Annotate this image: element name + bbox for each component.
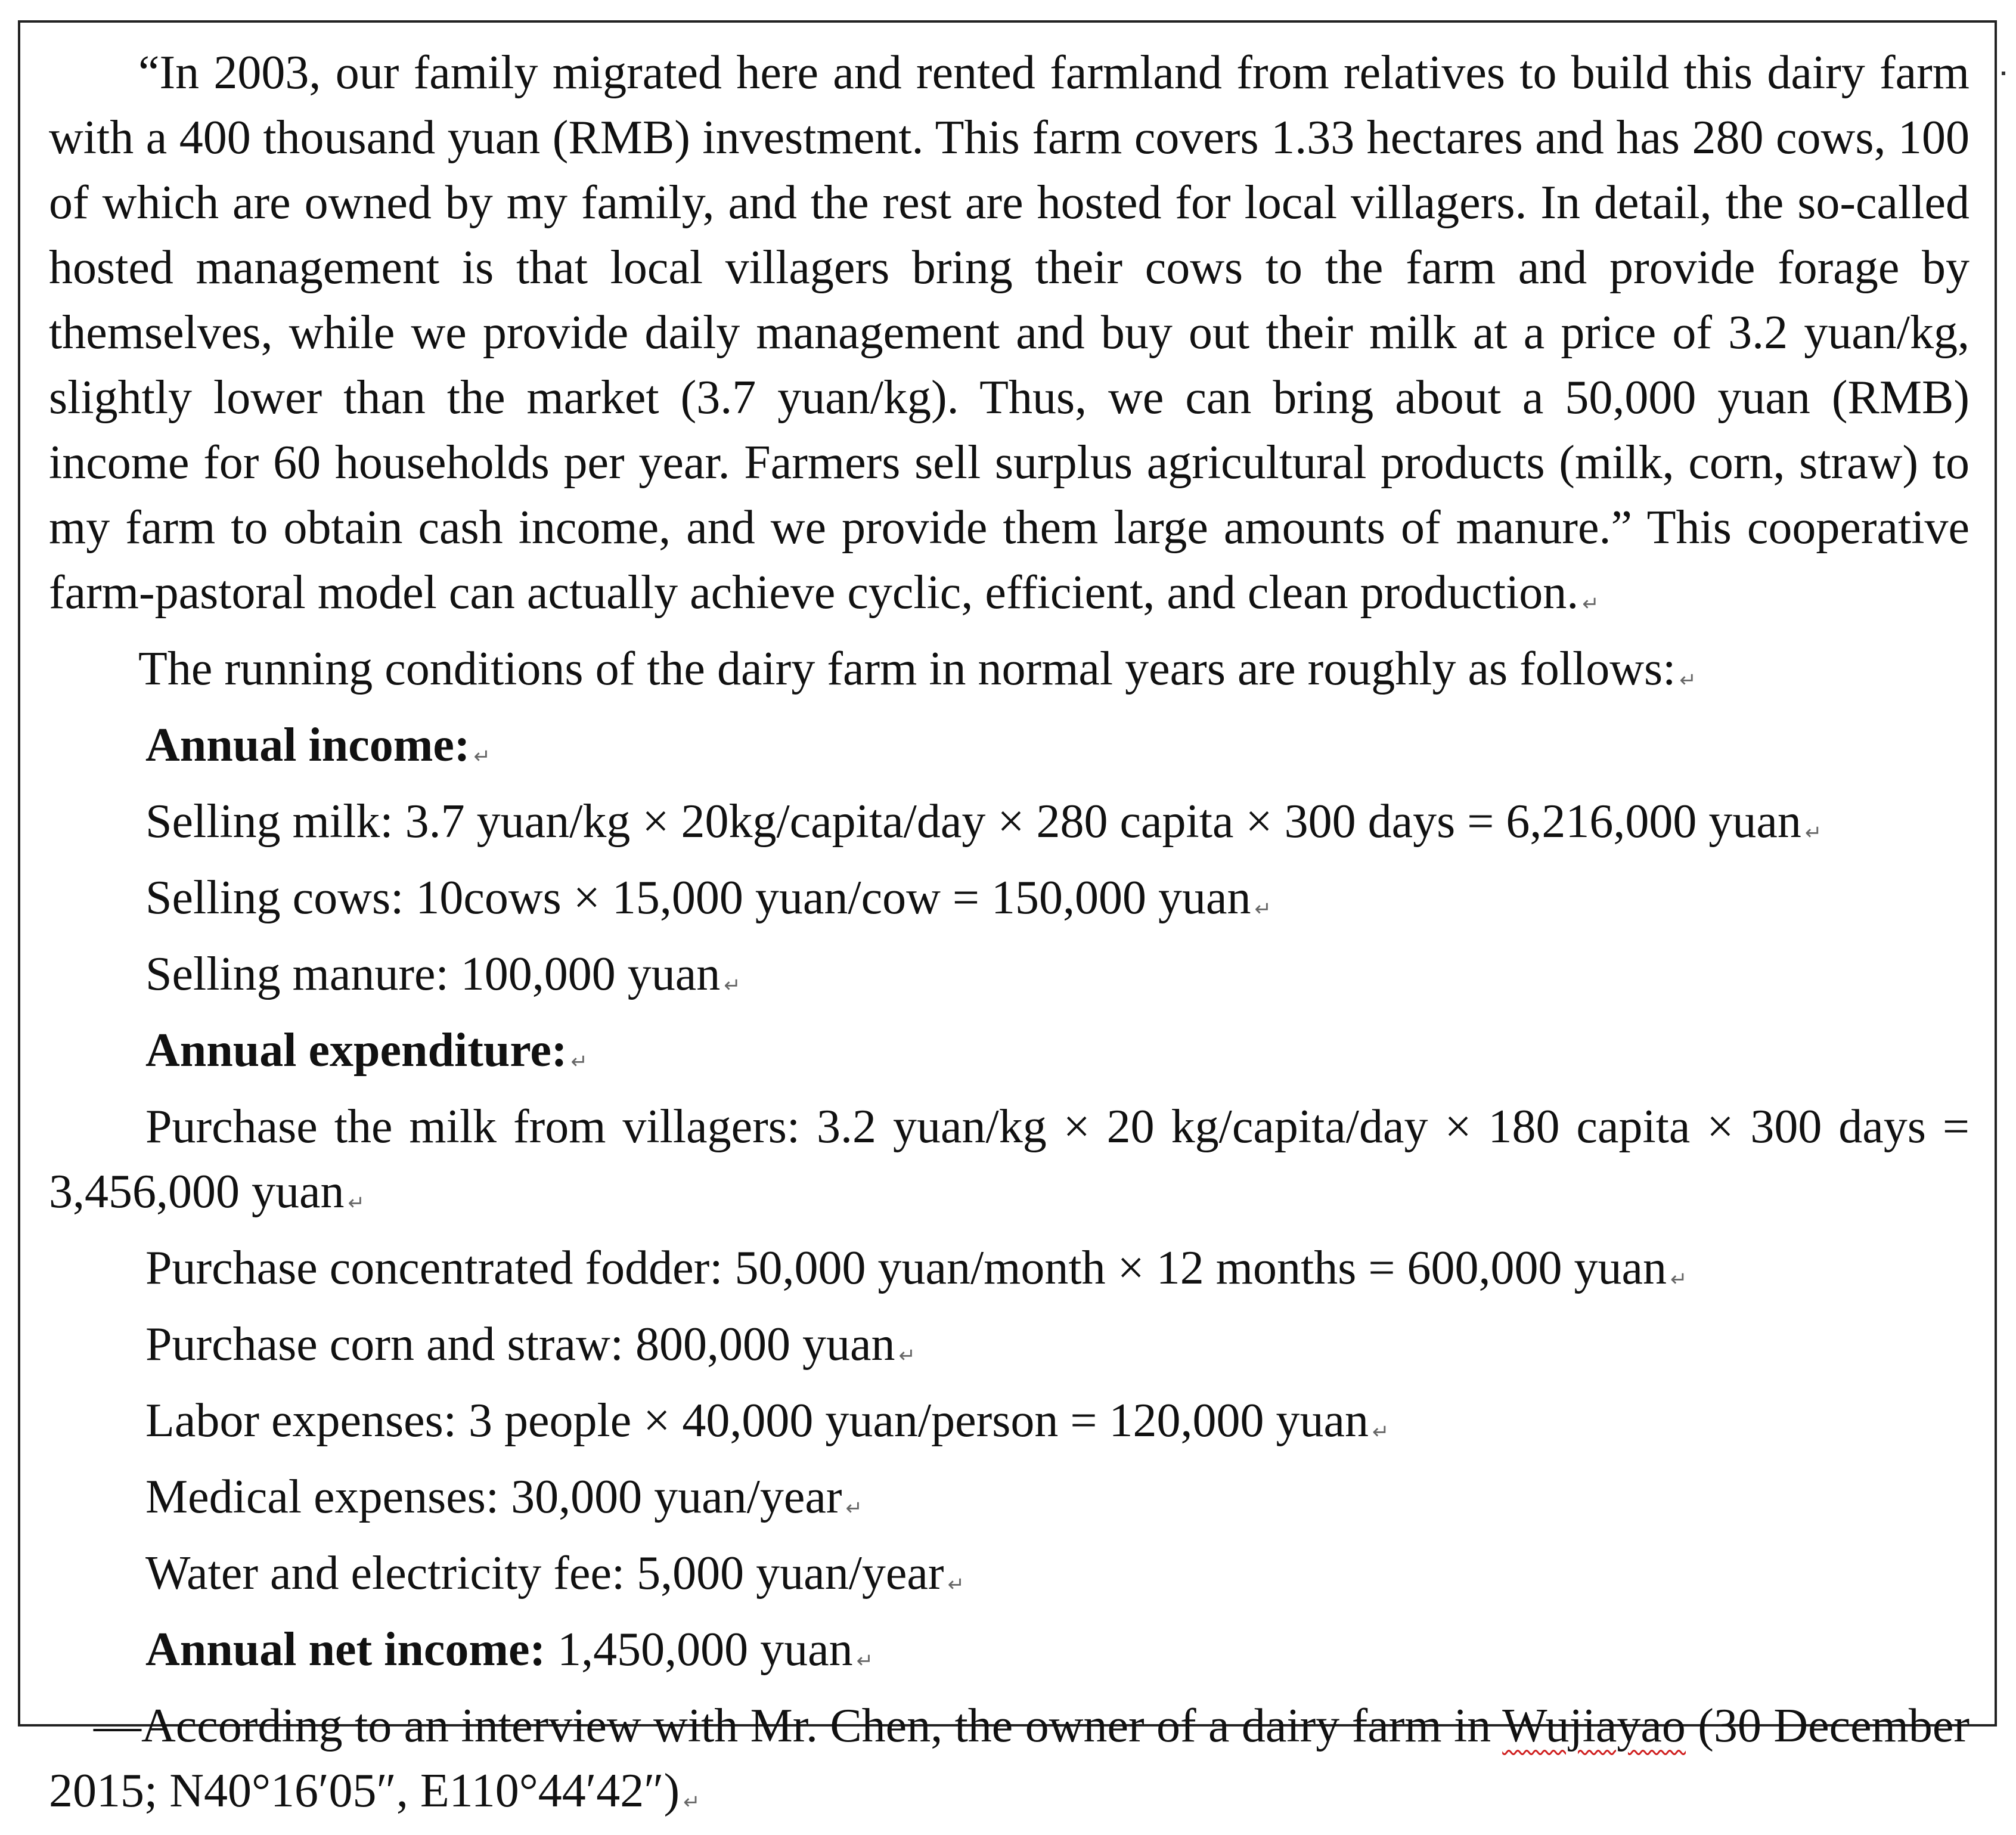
expenditure-milk-purchase-text: Purchase the milk from villagers: 3.2 yuan/kg × 20 kg/capita/day × 180 capita × 300 days = 3,456,000 yuan [49, 1101, 1970, 1218]
paragraph-mark: ↵ [473, 745, 491, 768]
net-income-line [49, 1617, 1970, 1694]
source-attribution [49, 1694, 1970, 1835]
paragraph-mark: ↵ [1679, 668, 1696, 692]
paragraph-mark: ↵ [348, 1191, 365, 1215]
expenditure-item-text: Purchase corn and straw: 800,000 yuan [145, 1318, 895, 1371]
quote-text: “In 2003, our family migrated here and rented farmland from relatives to build this dairy farm with a 400 thousand yuan (RMB) investment. This farm covers 1.33 hectares and has 280 cows, 100 of which are owned by my family, and the rest are hosted for local villagers. In detail, the so-called hosted management is that local villagers bring their cows to the farm and provide forage by themselves, while we provide daily management and buy out their milk at a price of 3.2 yuan/kg, slightly lower than the market (3.7 yuan/kg). Thus, we can bring about a 50,000 yuan (RMB) income for 60 households per year. Farmers sell surplus agricultural products (milk, corn, straw) to my farm to obtain cash income, and we provide them large amounts of manure.” This cooperative farm-pastoral model can actually achieve cyclic, efficient, and clean production. [49, 47, 1970, 619]
income-item-text: Selling cows: 10cows × 15,000 yuan/cow = 150,000 yuan [145, 872, 1251, 924]
income-item [49, 942, 1970, 1018]
expenditure-item [49, 1236, 1970, 1312]
paragraph-mark: ↵ [1670, 1267, 1688, 1291]
expenditure-item [49, 1312, 1970, 1388]
expenditure-heading-text: Annual expenditure: [145, 1024, 567, 1077]
paragraph-mark: ↵ [947, 1573, 965, 1597]
expenditure-heading [49, 1018, 1970, 1095]
income-item-text: Selling manure: 100,000 yuan [145, 948, 721, 1000]
source-suffix: (30 December 2015; N40°16′05″, E110°44′42″) [49, 1700, 1970, 1817]
paragraph-mark: ↵ [1582, 592, 1599, 616]
paragraph-mark: ↵ [724, 974, 741, 997]
net-income-label: Annual net income: [145, 1623, 546, 1676]
expenditure-item-text: Purchase concentrated fodder: 50,000 yuan/month × 12 months = 600,000 yuan [145, 1242, 1667, 1294]
income-heading [49, 713, 1970, 789]
expenditure-milk-purchase [49, 1095, 1970, 1236]
document-content [49, 41, 1970, 1835]
paragraph-mark: ↵ [845, 1496, 863, 1520]
paragraph-mark: ↵ [683, 1790, 700, 1814]
paragraph-mark: ↵ [898, 1344, 916, 1368]
expenditure-item-text: Labor expenses: 3 people × 40,000 yuan/person = 120,000 yuan [145, 1394, 1369, 1447]
spellcheck-place-name: Wujiayao [1502, 1700, 1686, 1752]
intro-text: The running conditions of the dairy farm in normal years are roughly as follows: [138, 643, 1676, 695]
paragraph-mark: ↵ [1804, 821, 1822, 845]
expenditure-item-text: Water and electricity fee: 5,000 yuan/year [145, 1547, 944, 1600]
intro-paragraph [49, 637, 1970, 713]
expenditure-item [49, 1541, 1970, 1617]
source-prefix: —According to an interview with Mr. Chen, the owner of a dairy farm in [94, 1700, 1503, 1752]
paragraph-mark: ↵ [856, 1649, 874, 1673]
expenditure-item [49, 1465, 1970, 1541]
document-frame [18, 20, 1997, 1817]
edge-marker [2002, 72, 2005, 75]
net-income-value: 1,450,000 yuan [545, 1623, 853, 1676]
income-item [49, 789, 1970, 866]
income-item-text: Selling milk: 3.7 yuan/kg × 20kg/capita/day × 280 capita × 300 days = 6,216,000 yuan [145, 795, 1801, 848]
expenditure-item-text: Medical expenses: 30,000 yuan/year [145, 1471, 842, 1523]
paragraph-mark: ↵ [570, 1050, 588, 1074]
quote-paragraph [49, 41, 1970, 637]
expenditure-item [49, 1388, 1970, 1465]
income-item [49, 866, 1970, 942]
income-heading-text: Annual income: [145, 719, 470, 771]
paragraph-mark: ↵ [1254, 897, 1271, 921]
paragraph-mark: ↵ [1372, 1420, 1390, 1444]
